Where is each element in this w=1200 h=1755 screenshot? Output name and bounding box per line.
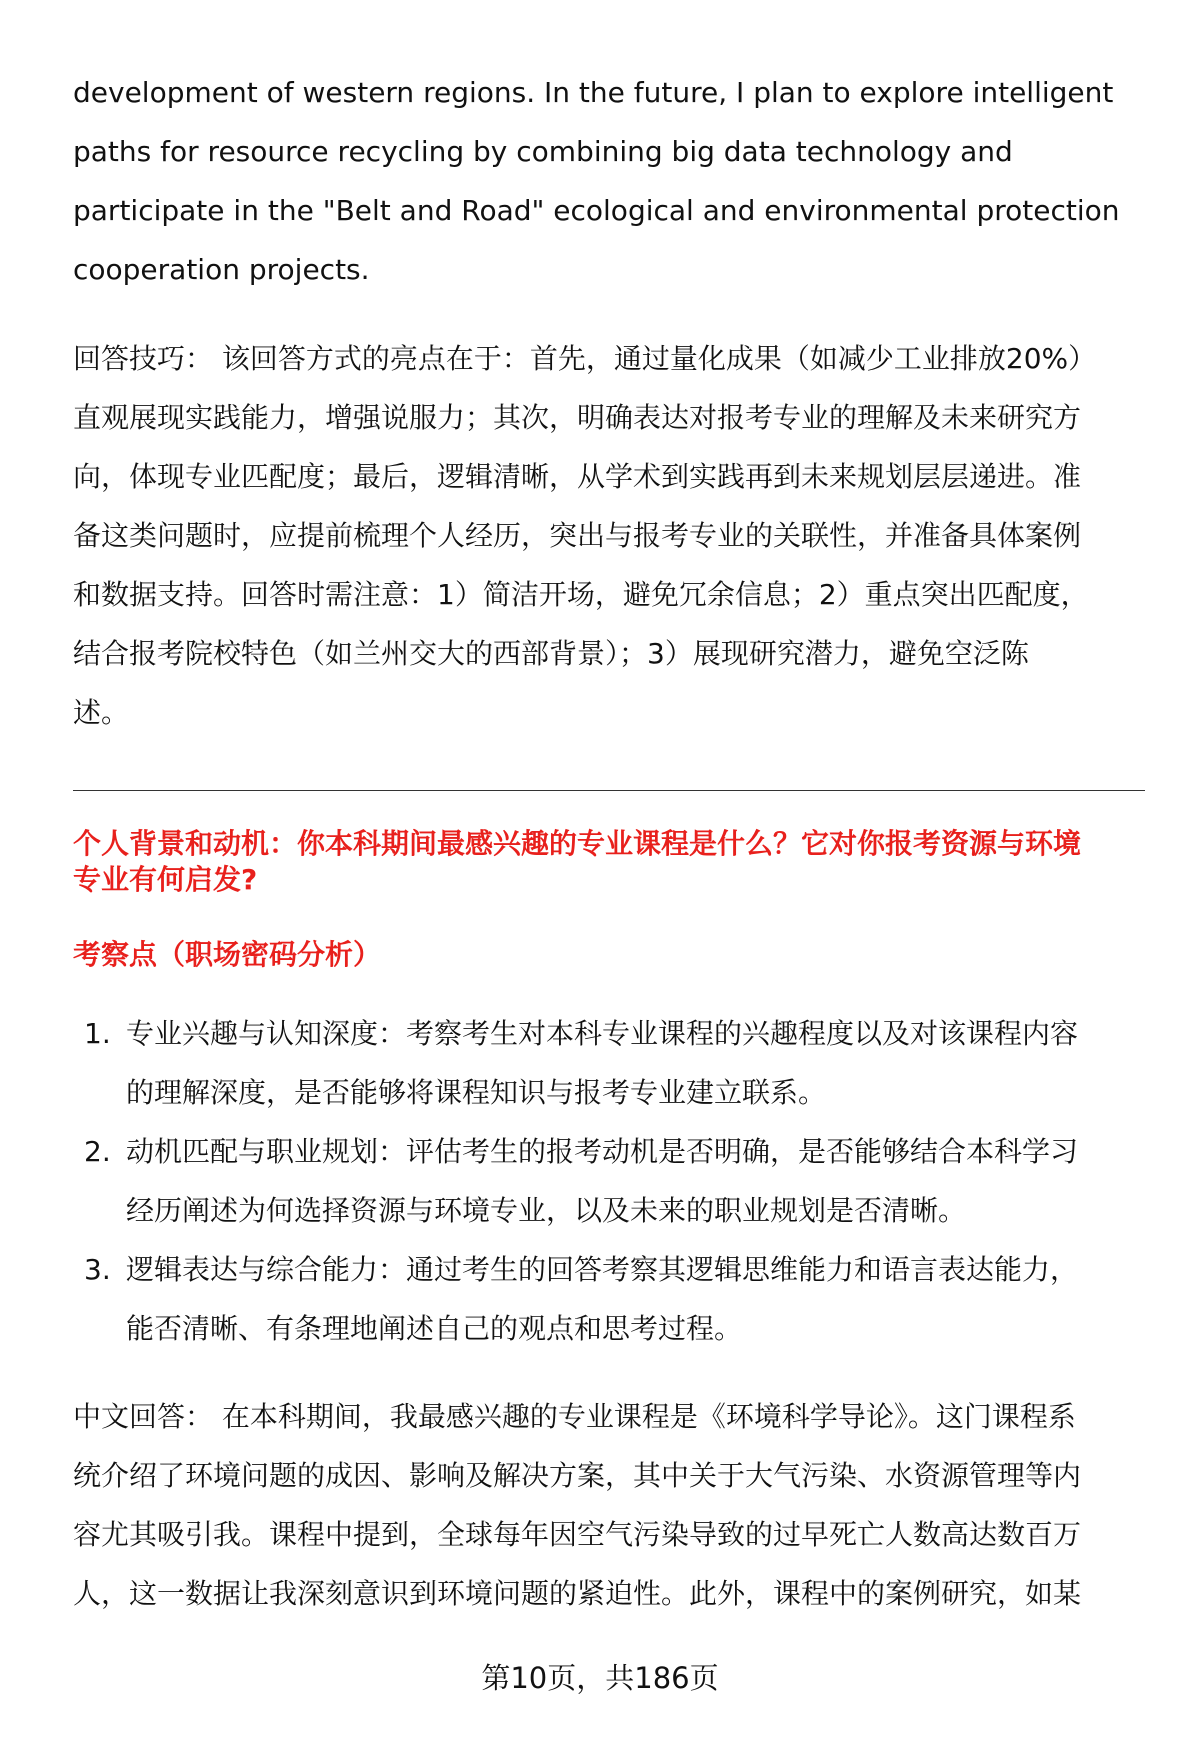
text-line: 统介绍了环境问题的成因、影响及解决方案，其中关于大气污染、水资源管理等内 [73, 1459, 1082, 1492]
divider [73, 790, 1145, 791]
text-line: 述。 [73, 696, 130, 729]
list-number: 2. [84, 1135, 111, 1168]
page-number: 第10页，共186页 [481, 1661, 719, 1695]
list-item-line: 逻辑表达与综合能力：通过考生的回答考察其逻辑思维能力和语言表达能力， [126, 1253, 1079, 1286]
text-line: 人，这一数据让我深刻意识到环境问题的紧迫性。此外，课程中的案例研究，如某 [73, 1577, 1082, 1610]
text-line: 向，体现专业匹配度；最后，逻辑清晰，从学术到实践再到未来规划层层递进。准 [73, 460, 1082, 493]
list-item-line: 专业兴趣与认知深度：考察考生对本科专业课程的兴趣程度以及对该课程内容 [126, 1017, 1079, 1050]
text-line: 容尤其吸引我。课程中提到，全球每年因空气污染导致的过早死亡人数高达数百万 [73, 1518, 1082, 1551]
question-line: 专业有何启发? [73, 863, 258, 896]
list-number: 3. [84, 1253, 111, 1286]
list-number: 1. [84, 1017, 111, 1050]
text-line: 结合报考院校特色（如兰州交大的西部背景）；3）展现研究潜力，避免空泛陈 [73, 637, 1029, 670]
list-item-line: 经历阐述为何选择资源与环境专业，以及未来的职业规划是否清晰。 [126, 1194, 967, 1227]
text-line: 和数据支持。回答时需注意：1）简洁开场，避免冗余信息；2）重点突出匹配度， [73, 578, 1089, 611]
text-line: paths for resource recycling by combining big data technology and [73, 135, 1013, 168]
text-line: development of western regions. In the future, I plan to explore intelligent [73, 76, 1114, 109]
list-item-line: 的理解深度，是否能够将课程知识与报考专业建立联系。 [126, 1076, 827, 1109]
text-line: 回答技巧： 该回答方式的亮点在于：首先，通过量化成果（如减少工业排放20%） [73, 342, 1097, 375]
text-line: 中文回答： 在本科期间，我最感兴趣的专业课程是《环境科学导论》。这门课程系 [73, 1400, 1076, 1433]
text-line: 直观展现实践能力，增强说服力；其次，明确表达对报考专业的理解及未来研究方 [73, 401, 1082, 434]
question-line: 个人背景和动机：你本科期间最感兴趣的专业课程是什么？它对你报考资源与环境 [73, 827, 1082, 860]
text-line: participate in the "Belt and Road" ecological and environmental protection [73, 194, 1120, 227]
analysis-heading: 考察点（职场密码分析） [73, 938, 382, 971]
list-item-line: 动机匹配与职业规划：评估考生的报考动机是否明确，是否能够结合本科学习 [126, 1135, 1079, 1168]
text-line: cooperation projects. [73, 253, 370, 286]
text-line: 备这类问题时，应提前梳理个人经历，突出与报考专业的关联性，并准备具体案例 [73, 519, 1082, 552]
list-item-line: 能否清晰、有条理地阐述自己的观点和思考过程。 [126, 1312, 743, 1345]
